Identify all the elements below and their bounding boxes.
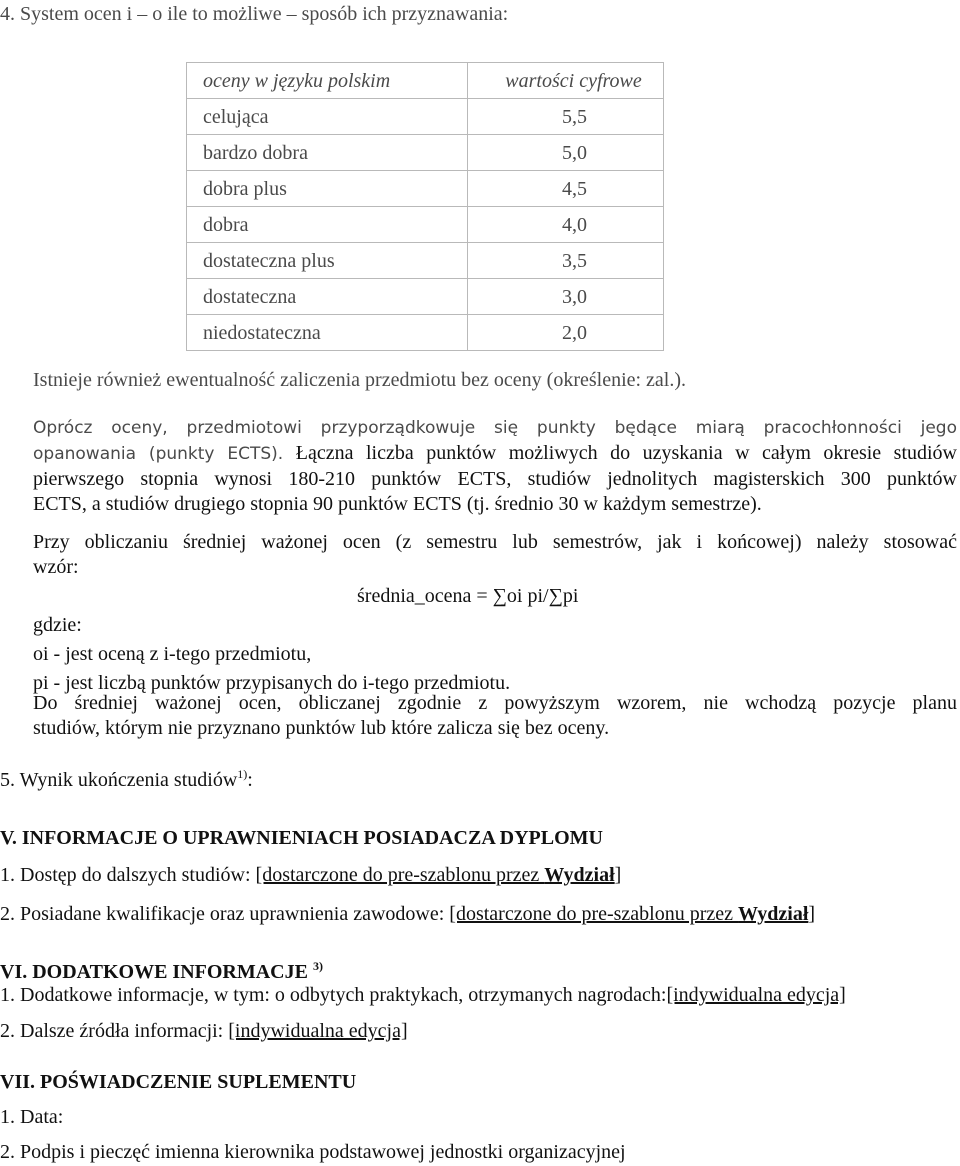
grades-table-header (187, 63, 664, 99)
grade-name: dobra plus (187, 171, 468, 207)
section-5-suffix: : (247, 769, 253, 791)
section-vii-item-2: 2. Podpis i pieczęć imienna kierownika podstawowej jednostki organizacyjnej (0, 1141, 626, 1163)
placeholder-link: [indywidualna edycja] (666, 984, 846, 1006)
grade-name: celująca (187, 99, 468, 135)
ects-line-2 (33, 441, 957, 467)
placeholder-link: [dostarczone do pre-szablonu przez Wydział (449, 903, 809, 925)
table-row (187, 171, 664, 207)
average-def-2: pi - jest liczbą punktów przypisanych do i-tego przedmiotu. (33, 672, 511, 694)
table-row (187, 99, 664, 135)
grades-table (186, 62, 664, 351)
average-paragraph (33, 530, 957, 696)
grade-value: 2,0 (468, 315, 664, 351)
average-def-1: oi - jest oceną z i-tego przedmiotu, (33, 643, 312, 665)
pass-note: Istnieje również ewentualność zaliczenia przedmiotu bez oceny (określenie: zal.). (33, 369, 687, 391)
average-line-1: Przy obliczaniu średniej ważonej ocen (z semestru lub semestrów, jak i końcowej) należy stosować (33, 531, 957, 553)
grade-value: 5,0 (468, 135, 664, 171)
ects-line-2b: Łączna liczba punktów możliwych do uzyskania w całym okresie studiów (295, 442, 958, 464)
footnote-marker: 1) (237, 767, 248, 781)
table-row (187, 135, 664, 171)
average-formula: średnia_ocena = ∑oi pi/∑pi (357, 585, 579, 607)
section-5 (0, 768, 253, 792)
table-row (187, 243, 664, 279)
grade-name: dobra (187, 207, 468, 243)
grade-name: dostateczna plus (187, 243, 468, 279)
footnote-marker: 3) (312, 959, 323, 973)
section-v-item-1: 1. Dostęp do dalszych studiów: [dostarczone do pre-szablonu przez Wydział] (0, 864, 622, 886)
section-vi-item-2 (0, 1019, 408, 1043)
header-grade-name: oceny w języku polskim (187, 63, 468, 99)
placeholder-link: [dostarczone do pre-szablonu przez Wydział (255, 864, 615, 886)
average-where: gdzie: (33, 614, 82, 636)
table-row (187, 315, 664, 351)
item-label: 2. Posiadane kwalifikacje oraz uprawnienia zawodowe: (0, 903, 450, 925)
section-5-text: 5. Wynik ukończenia studiów (0, 769, 238, 791)
grade-name: niedostateczna (187, 315, 468, 351)
header-grade-value: wartości cyfrowe (468, 63, 664, 99)
section-vi-item-1 (0, 983, 846, 1007)
section-v-item-2: 2. Posiadane kwalifikacje oraz uprawnienia zawodowe: [dostarczone do pre-szablonu przez Wydział] (0, 903, 816, 925)
grade-value: 3,0 (468, 279, 664, 315)
ects-line-2a: opanowania (punkty ECTS). (33, 444, 284, 464)
exclusion-paragraph (33, 691, 957, 741)
grade-value: 4,0 (468, 207, 664, 243)
grade-name: dostateczna (187, 279, 468, 315)
ects-paragraph (33, 416, 957, 517)
ects-line-4: ECTS, a studiów drugiego stopnia 90 punktów ECTS (tj. średnio 30 w każdym semestrze). (33, 493, 762, 515)
section-4-title: 4. System ocen i – o ile to możliwe – sposób ich przyznawania: (0, 3, 509, 25)
section-vii-heading: VII. POŚWIADCZENIE SUPLEMENTU (0, 1071, 357, 1093)
grade-value: 4,5 (468, 171, 664, 207)
exclusion-line-1: Do średniej ważonej ocen, obliczanej zgodnie z powyższym wzorem, nie wchodzą pozycje planu (33, 692, 957, 714)
ects-line-1: Oprócz oceny, przedmiotowi przyporządkowuje się punkty będące miarą pracochłonności jego (33, 418, 957, 438)
table-row (187, 279, 664, 315)
grade-value: 5,5 (468, 99, 664, 135)
table-row (187, 207, 664, 243)
ects-line-3: pierwszego stopnia wynosi 180-210 punktów ECTS, studiów jednolitych magisterskich 300 punktów (33, 468, 957, 490)
section-vi-heading: VI. DODATKOWE INFORMACJE $^{3)}$ (0, 959, 323, 983)
item-label: 2. Dalsze źródła informacji: (0, 1020, 229, 1042)
item-label: 1. Dodatkowe informacje, w tym: o odbytych praktykach, otrzymanych nagrodach: (0, 984, 667, 1006)
average-line-2: wzór: (33, 556, 79, 578)
exclusion-line-2: studiów, którym nie przyznano punktów lub które zalicza się bez oceny. (33, 717, 610, 739)
grade-name: bardzo dobra (187, 135, 468, 171)
section-vii-item-1: 1. Data: (0, 1106, 64, 1128)
section-v-heading: V. INFORMACJE O UPRAWNIENIACH POSIADACZA DYPLOMU (0, 827, 603, 849)
placeholder-link: [indywidualna edycja] (228, 1020, 408, 1042)
grade-value: 3,5 (468, 243, 664, 279)
item-label: 1. Dostęp do dalszych studiów: (0, 864, 256, 886)
